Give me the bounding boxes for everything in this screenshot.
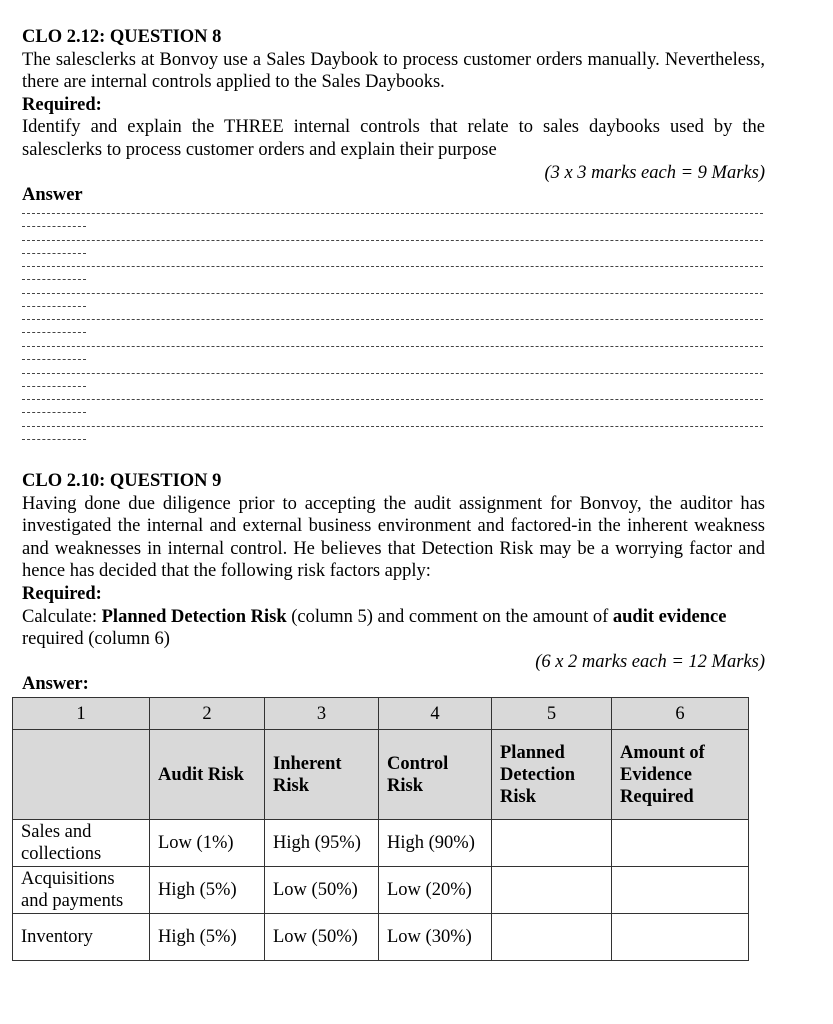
answer-cell[interactable] [612,867,749,914]
column-header: Control Risk [379,730,492,820]
cell: High (5%) [150,914,265,961]
dashed-line [22,240,763,241]
answer-line[interactable] [22,240,763,267]
q8-title: CLO 2.12: QUESTION 8 [22,27,222,47]
dashed-line-short [22,439,86,440]
q8-answer-label: Answer [22,185,83,206]
q9-text: Having done due diligence prior to accepting the audit assignment for Bonvoy, the auditor has investigated the internal and external business environment and factored-in the inherent weakness and weaknesses in internal control. He believes that Detection Risk may be a worrying factor and hence has decided that the following risk factors apply: [22,493,765,582]
dashed-line-short [22,306,86,307]
cell: Low (1%) [150,820,265,867]
table-row [13,820,749,867]
dashed-line [22,266,763,267]
q8-required-label: Required: [22,94,102,115]
table-row [13,867,749,914]
column-header: Amount of Evidence Required [612,730,749,820]
col-number: 5 [492,698,612,730]
dashed-line [22,346,763,347]
dashed-line-short [22,226,86,227]
row-label: Sales and collections [13,820,150,867]
q8-text: The salesclerks at Bonvoy use a Sales Daybook to process customer orders manually. Nevertheless, there are internal controls applied to the Sales Daybooks. [22,49,765,93]
cell: Low (30%) [379,914,492,961]
question-9 [22,470,765,696]
answer-line[interactable] [22,319,763,346]
column-header: Planned Detection Risk [492,730,612,820]
header-row [13,730,749,820]
col-number: 2 [150,698,265,730]
q8-marks: (3 x 3 marks each = 9 Marks) [544,162,765,183]
column-header: Inherent Risk [265,730,379,820]
col-number: 6 [612,698,749,730]
cell: Low (20%) [379,867,492,914]
q9-marks: (6 x 2 marks each = 12 Marks) [535,651,765,672]
dashed-line-short [22,359,86,360]
q9-required-label: Required: [22,583,102,604]
answer-cell[interactable] [492,867,612,914]
dashed-line [22,426,763,427]
answer-lines[interactable] [22,213,763,452]
column-header [13,730,150,820]
cell: Low (50%) [265,914,379,961]
column-number-row [13,698,749,730]
dashed-line [22,319,763,320]
dashed-line-short [22,253,86,254]
q8-required-text: Identify and explain the THREE internal controls that relate to sales daybooks used by the salesclerks to process customer orders and explain their purpose [22,117,765,160]
dashed-line-short [22,279,86,280]
answer-line[interactable] [22,346,763,373]
cell: High (95%) [265,820,379,867]
cell: High (5%) [150,867,265,914]
answer-cell[interactable] [612,820,749,867]
answer-line[interactable] [22,426,763,453]
risk-table [12,697,749,961]
answer-cell[interactable] [492,820,612,867]
q9-answer-label: Answer: [22,674,89,695]
dashed-line [22,213,763,214]
dashed-line [22,399,763,400]
calc-suffix: required (column 6) [22,629,170,650]
dashed-line [22,293,763,294]
answer-line[interactable] [22,399,763,426]
answer-line[interactable] [22,293,763,320]
col-number: 3 [265,698,379,730]
answer-cell[interactable] [492,914,612,961]
question-8 [22,26,765,207]
calc-prefix: Calculate: [22,606,102,627]
dashed-line-short [22,386,86,387]
dashed-line [22,373,763,374]
cell: Low (50%) [265,867,379,914]
answer-line[interactable] [22,373,763,400]
answer-line[interactable] [22,213,763,240]
calc-bold-1: Planned Detection Risk [101,606,287,627]
col-number: 4 [379,698,492,730]
dashed-line-short [22,332,86,333]
row-label: Acquisitions and payments [13,867,150,914]
calc-mid: (column 5) and comment on the amount of [286,606,613,627]
column-header: Audit Risk [150,730,265,820]
dashed-line-short [22,412,86,413]
q9-calc-text [22,606,765,651]
col-number: 1 [13,698,150,730]
answer-cell[interactable] [612,914,749,961]
q9-title: CLO 2.10: QUESTION 9 [22,471,222,491]
table-row [13,914,749,961]
answer-line[interactable] [22,266,763,293]
calc-bold-2: audit evidence [612,606,727,627]
cell: High (90%) [379,820,492,867]
row-label: Inventory [13,914,150,961]
